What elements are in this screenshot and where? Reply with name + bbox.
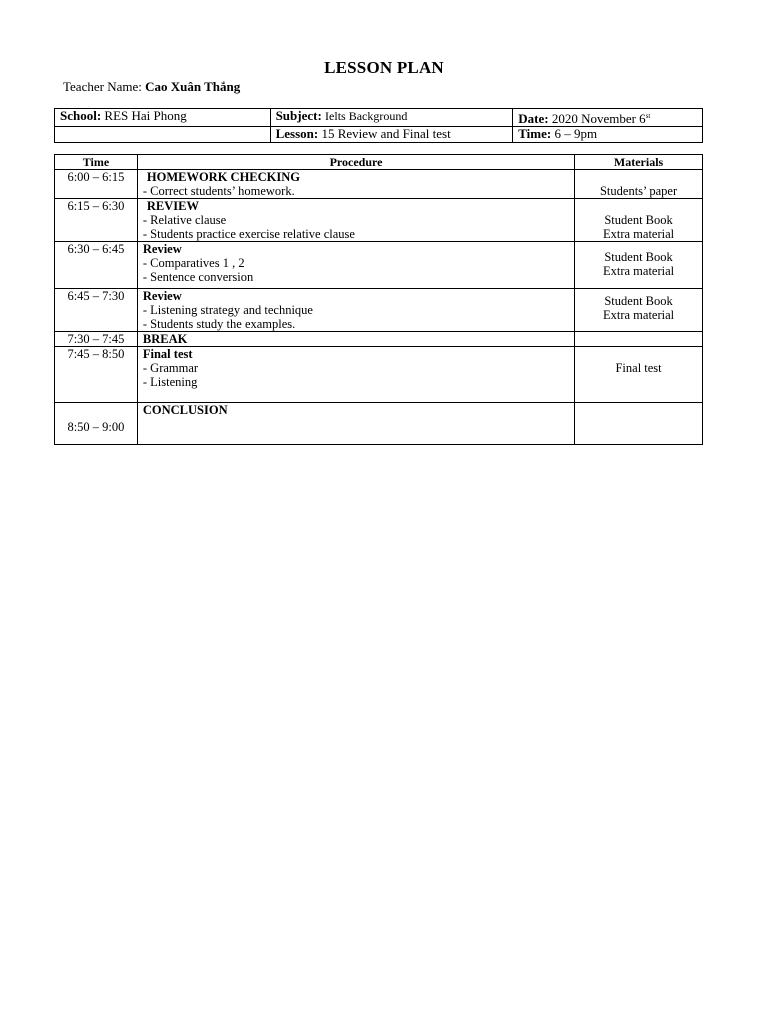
school-cell (55, 109, 271, 127)
material-item: Students’ paper (599, 184, 678, 198)
lesson-value: 15 Review and Final test (321, 126, 451, 141)
row-procedure (137, 199, 574, 242)
empty-cell (55, 127, 271, 143)
date-cell (513, 109, 703, 127)
date-label: Date: (518, 111, 549, 126)
teacher-name-label: Teacher Name: (63, 79, 142, 94)
row-materials (575, 242, 703, 289)
row-materials (575, 332, 703, 347)
row-item: - Correct students’ homework. (142, 184, 295, 198)
row-time: 7:30 – 7:45 (55, 332, 138, 347)
info-row-1 (55, 109, 703, 127)
procedure-table (54, 154, 703, 445)
row-heading: Final test (142, 347, 193, 361)
row-time: 7:45 – 8:50 (55, 347, 138, 403)
row-time: 8:50 – 9:00 (55, 403, 138, 445)
table-row (55, 347, 703, 403)
table-row (55, 242, 703, 289)
materials-column-header: Materials (575, 155, 703, 170)
material-item: Student Book (604, 294, 673, 308)
time-value: 6 – 9pm (554, 126, 598, 141)
table-row (55, 199, 703, 242)
subject-value: Ielts Background (325, 109, 408, 123)
row-time: 6:15 – 6:30 (55, 199, 138, 242)
material-item: Final test (615, 361, 662, 375)
teacher-name-value: Cao Xuân Thắng (145, 79, 241, 94)
lesson-cell (270, 127, 513, 143)
time-cell (513, 127, 703, 143)
row-item: - Relative clause (142, 213, 227, 227)
time-column-header: Time (55, 155, 138, 170)
subject-label: Subject: (275, 108, 322, 123)
lesson-label: Lesson: (275, 126, 319, 141)
material-item: Student Book (604, 213, 673, 227)
row-procedure (137, 170, 574, 199)
school-value: RES Hai Phong (104, 108, 187, 123)
row-item: - Listening strategy and technique (142, 303, 313, 317)
row-procedure (137, 242, 574, 289)
row-heading: REVIEW (146, 199, 199, 213)
teacher-name-line (63, 79, 240, 95)
date-value: 2020 November 6 (551, 111, 646, 126)
row-materials (575, 347, 703, 403)
time-label: Time: (518, 126, 552, 141)
row-time: 6:30 – 6:45 (55, 242, 138, 289)
procedure-header-row (55, 155, 703, 170)
subject-cell (270, 109, 513, 127)
row-item: - Grammar (142, 361, 199, 375)
row-item: - Students practice exercise relative clause (142, 227, 355, 241)
table-row (55, 289, 703, 332)
row-heading: Review (142, 242, 182, 256)
table-row (55, 403, 703, 445)
row-time: 6:45 – 7:30 (55, 289, 138, 332)
page-title: LESSON PLAN (324, 58, 444, 77)
row-item: - Comparatives 1 , 2 (142, 256, 245, 270)
date-suffix: st (645, 112, 651, 120)
table-row (55, 170, 703, 199)
row-heading: BREAK (142, 332, 188, 346)
row-heading: Review (142, 289, 182, 303)
row-materials (575, 403, 703, 445)
row-item: - Sentence conversion (142, 270, 254, 284)
row-procedure (137, 347, 574, 403)
row-heading: HOMEWORK CHECKING (146, 170, 301, 184)
row-time: 6:00 – 6:15 (55, 170, 138, 199)
material-item: Extra material (602, 227, 675, 241)
row-materials (575, 170, 703, 199)
material-item: Extra material (602, 308, 675, 322)
row-heading: CONCLUSION (142, 403, 228, 417)
procedure-column-header: Procedure (137, 155, 574, 170)
info-row-2 (55, 127, 703, 143)
lesson-info-table (54, 108, 703, 143)
table-row (55, 332, 703, 347)
row-item: - Listening (142, 375, 198, 389)
row-procedure (137, 403, 574, 445)
school-label: School: (60, 108, 102, 123)
material-item: Student Book (604, 250, 673, 264)
row-materials (575, 289, 703, 332)
material-item: Extra material (602, 264, 675, 278)
row-item: - Students study the examples. (142, 317, 296, 331)
row-procedure (137, 332, 574, 347)
row-materials (575, 199, 703, 242)
row-procedure (137, 289, 574, 332)
